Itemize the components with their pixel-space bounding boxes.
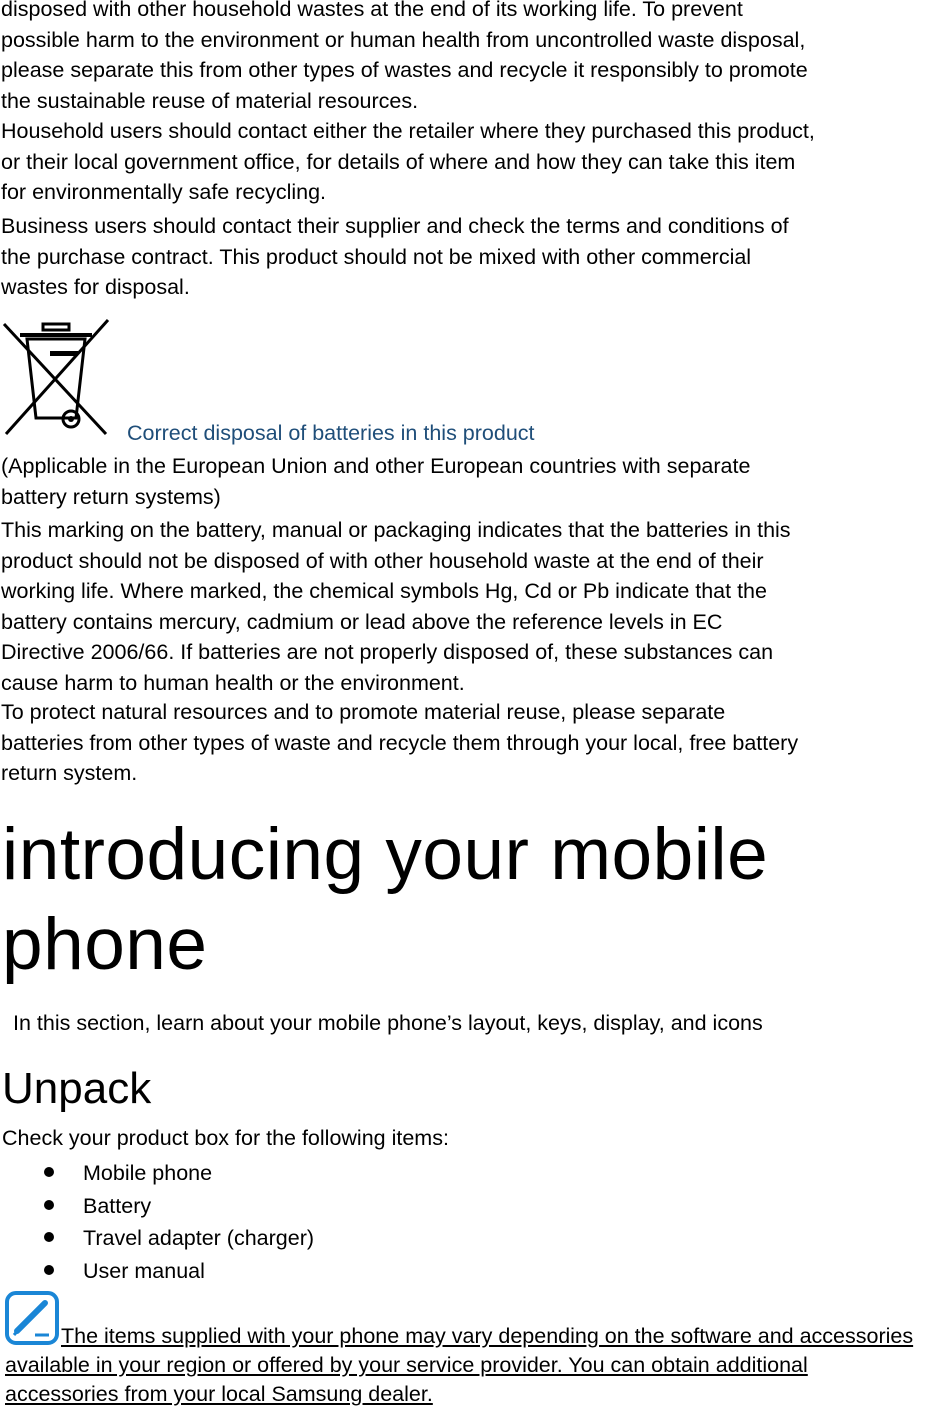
- disposal-paragraph: disposed with other household wastes at the end of its working life. To prevent possible harm to the environment or human health from uncontrolled waste disposal, please separate this from other types of wastes and recycle it responsibly to promote the sustainable reuse of material resources.: [1, 0, 808, 113]
- list-item: [0, 1191, 314, 1224]
- list-item-label: Battery: [83, 1193, 152, 1218]
- list-item-label: Mobile phone: [83, 1161, 213, 1185]
- bullet-icon: [44, 1265, 54, 1275]
- household-users-paragraph: Household users should contact either the retailer where they purchased this product, or their local government office, for details of where and how they can take this item for environmentally safe recycling.: [1, 119, 815, 204]
- list-item-label: User manual: [83, 1258, 205, 1283]
- bullet-icon: [44, 1232, 54, 1242]
- battery-marking-paragraph: This marking on the battery, manual or packaging indicates that the batteries in this product should not be disposed of with other household waste at the end of their working life. Where marked, the chemical symbols Hg, Cd or Pb indicate that the battery contains mercury, cadmium or lead above the reference levels in EC Directive 2006/66. If batteries are not properly disposed of, these substances can cause harm to human health or the environment.: [1, 518, 791, 695]
- section-title-unpack: Unpack: [2, 1064, 152, 1113]
- battery-applicable-paragraph: (Applicable in the European Union and other European countries with separate battery return systems): [1, 454, 751, 509]
- bullet-icon: [44, 1167, 54, 1177]
- unpack-intro: Check your product box for the following items:: [2, 1126, 449, 1150]
- list-item: [0, 1256, 314, 1289]
- crossed-out-wheelie-bin-icon: [2, 318, 110, 436]
- battery-disposal-title: Correct disposal of batteries in this product: [127, 421, 535, 445]
- list-item: [0, 1158, 314, 1191]
- battery-protect-paragraph: To protect natural resources and to promote material reuse, please separate batteries from other types of waste and recycle them through your local, free battery return system.: [1, 700, 799, 785]
- chapter-title: introducing your mobile phone: [2, 814, 769, 985]
- note-text: The items supplied with your phone may vary depending on the software and accessories available in your region or offered by your service provider. You can obtain additional accessories from your local Samsung dealer.: [5, 1324, 914, 1406]
- chapter-intro: In this section, learn about your mobile phone’s layout, keys, display, and icons: [13, 1011, 763, 1035]
- list-item: [0, 1223, 314, 1256]
- list-item-label: Travel adapter (charger): [83, 1226, 315, 1250]
- bullet-icon: [44, 1200, 54, 1210]
- unpack-items-list: [0, 1158, 314, 1288]
- business-users-paragraph: Business users should contact their supplier and check the terms and conditions of the purchase contract. This product should not be mixed with other commercial wastes for disposal.: [1, 214, 789, 299]
